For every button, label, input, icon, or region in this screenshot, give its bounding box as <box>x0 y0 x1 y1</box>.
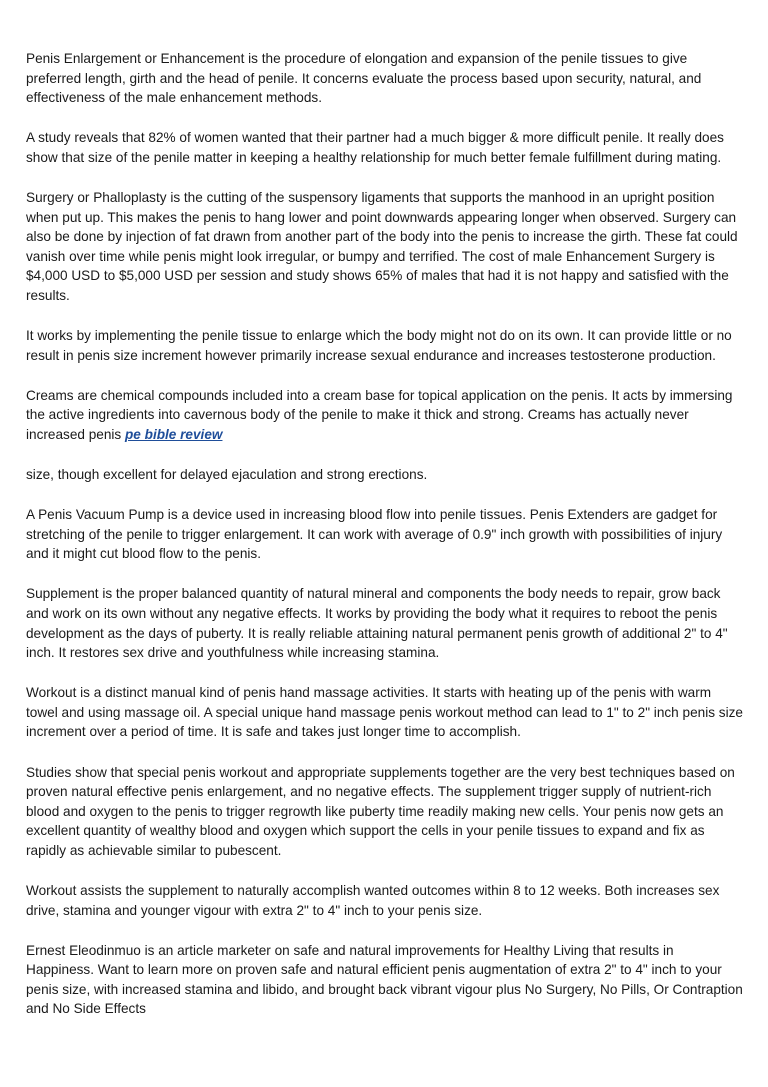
paragraph-implementing: It works by implementing the penile tissue to enlarge which the body might not do on its own. It can provide little or no result in penis size increment however primarily increase sexual endurance and increases testosterone production. <box>26 328 732 363</box>
paragraph-studies: Studies show that special penis workout and appropriate supplements together are the very best techniques based on proven natural effective penis enlargement, and no negative effects. The supplement trigger supply of nutrient-rich blood and oxygen to the penis to trigger regrowth like puberty time readily making new cells. Your penis now gets an excellent quantity of wealthy blood and oxygen which support the cells in your penile tissues to expand and fix as rapidly as achievable similar to pubescent. <box>26 764 735 858</box>
review-link[interactable]: pe bible review <box>125 426 223 442</box>
paragraph-surgery: Surgery or Phalloplasty is the cutting of the suspensory ligaments that supports the manhood in an upright position when put up. This makes the penis to hang lower and point downwards appearing longer when observed. Surgery can also be done by injection of fat drawn from another part of the body into the penis to increase the girth. These fat could vanish over time while penis might look irregular, or bumpy and terrified. The cost of male Enhancement Surgery is $4,000 USD to $5,000 USD per session and study shows 65% of males that had it is not happy and satisfied with the results. <box>26 189 738 303</box>
paragraph-size: size, though excellent for delayed ejaculation and strong erections. <box>26 467 428 482</box>
paragraph-workout-assists: Workout assists the supplement to naturally accomplish wanted outcomes within 8 to 12 weeks. Both increases sex drive, stamina and younger vigour with extra 2" to 4" inch to your penis size. <box>26 883 720 918</box>
paragraph-creams-text: Creams are chemical compounds included into a cream base for topical application on the penis. It acts by immersing the active ingredients into cavernous body of the penile to make it thick and strong. Creams has actually never increased penis <box>26 387 733 442</box>
paragraph-vacuum-pump: A Penis Vacuum Pump is a device used in increasing blood flow into penile tissues. Penis Extenders are gadget for stretching of the penile to trigger enlargement. It can work with average of 0.9" inch growth with possibilities of injury and it might cut blood flow to the penis. <box>26 507 723 562</box>
paragraph-workout: Workout is a distinct manual kind of penis hand massage activities. It starts with heating up of the penis with warm towel and using massage oil. A special unique hand massage penis workout method can lead to 1" to 2" inch penis size increment over a period of time. It is safe and takes just longer time to accomplish. <box>26 685 743 740</box>
paragraph-supplement: Supplement is the proper balanced quantity of natural mineral and components the body needs to repair, grow back and work on its own without any negative effects. It works by providing the body what it requires to reboot the penis development as the days of puberty. It is really reliable attaining natural permanent penis growth of additional 2" to 4" inch. It restores sex drive and youthfulness while increasing stamina. <box>26 586 728 661</box>
article-body <box>26 49 744 1040</box>
paragraph-intro: Penis Enlargement or Enhancement is the procedure of elongation and expansion of the penile tissues to give preferred length, girth and the head of penile. It concerns evaluate the process based upon security, natural, and effectiveness of the male enhancement methods. <box>26 51 702 106</box>
paragraph-study: A study reveals that 82% of women wanted that their partner had a much bigger & more difficult penile. It really does show that size of the penile matter in keeping a healthy relationship for much better female fulfillment during mating. <box>26 130 724 165</box>
paragraph-author: Ernest Eleodinmuo is an article marketer on safe and natural improvements for Healthy Living that results in Happiness. Want to learn more on proven safe and natural efficient penis augmentation of extra 2" to 4" inch to your penis size, with increased stamina and libido, and brought back vibrant vigour plus No Surgery, No Pills, Or Contraption and No Side Effects <box>26 942 743 1017</box>
paragraph-creams <box>26 386 744 445</box>
